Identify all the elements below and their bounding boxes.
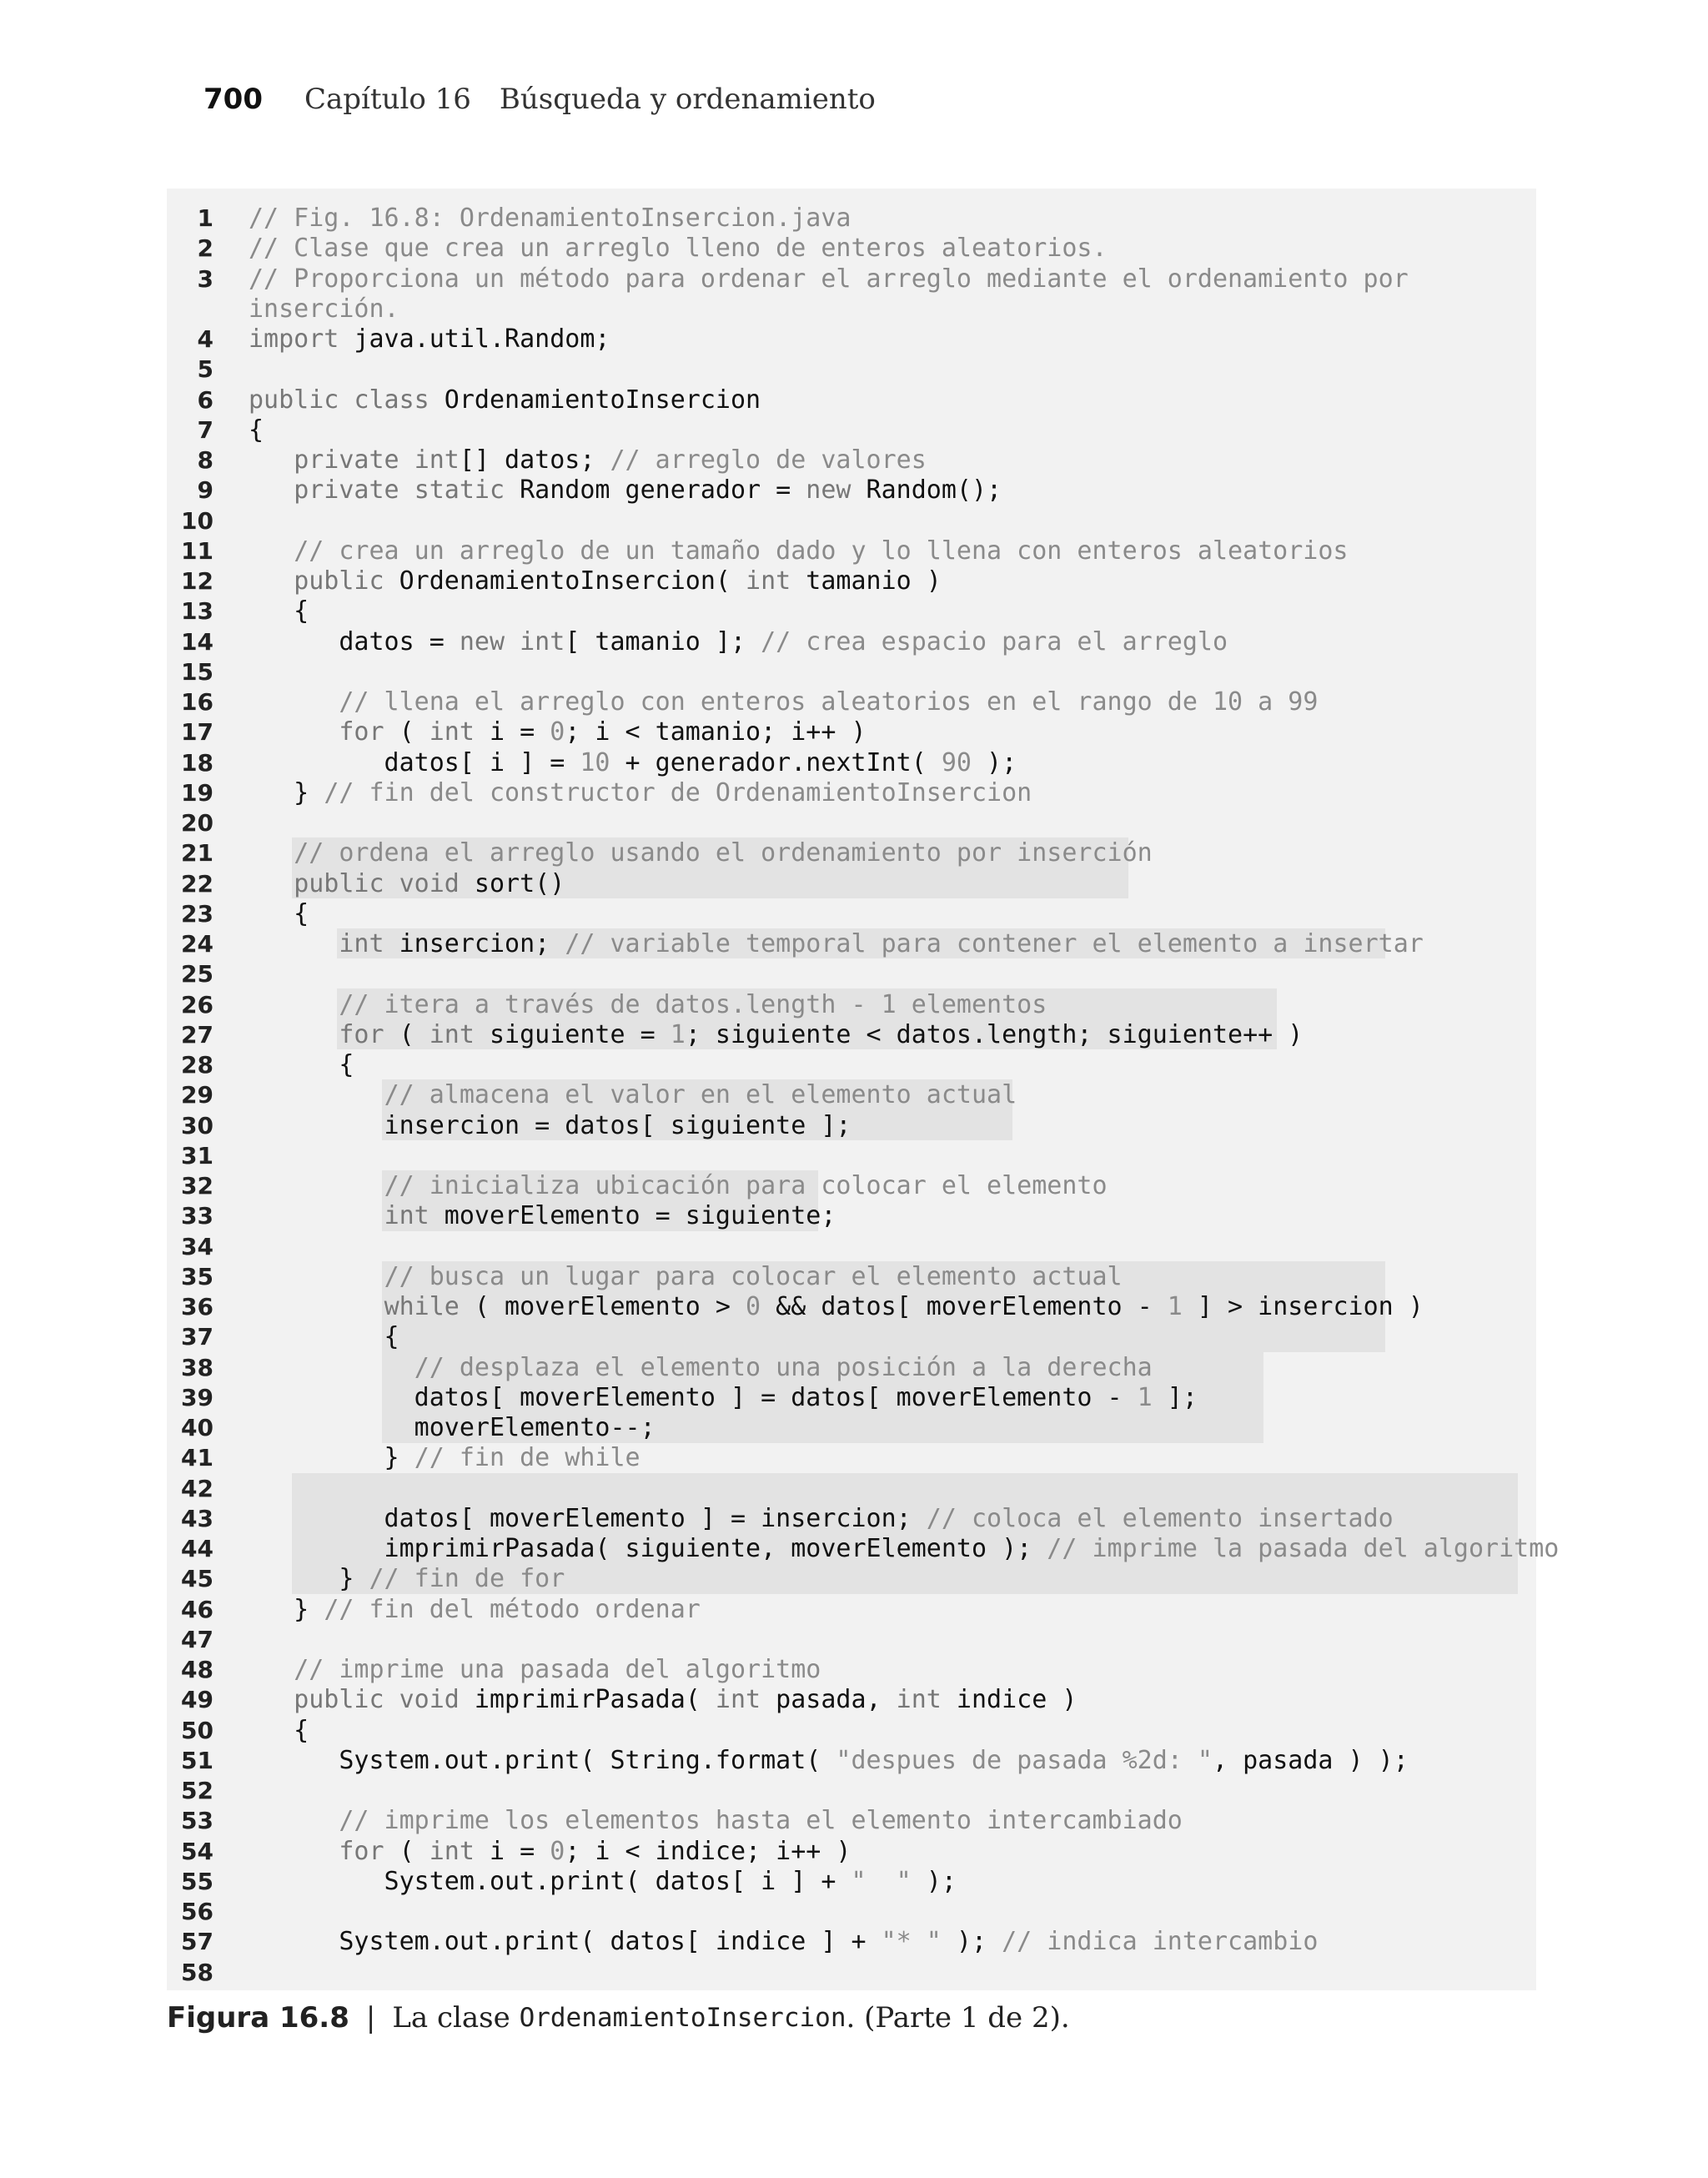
line-number: 54 [181,1837,214,1865]
line-number: 26 [181,990,214,1019]
line-number: 7 [197,415,214,444]
line-number: 33 [181,1202,214,1230]
figure-caption [167,1997,1070,2039]
code-text: public void sort() [294,868,565,898]
caption-class-name: OrdenamientoInsercion [519,2003,846,2033]
line-number: 38 [181,1353,214,1381]
code-text: // itera a través de datos.length - 1 elementos [339,989,1047,1019]
line-number: 30 [181,1111,214,1139]
line-number: 5 [197,355,214,384]
line-number: 53 [181,1807,214,1835]
page-header [203,77,876,122]
code-text: // almacena el valor en el elemento actual [384,1080,1017,1110]
line-number: 11 [181,536,214,565]
code-text: // llena el arreglo con enteros aleatorios en el rango de 10 a 99 [339,687,1319,717]
code-text: while ( moverElemento > 0 && datos[ moverElemento - 1 ] > insercion ) [384,1292,1424,1321]
figure-label: Figura 16.8 [167,2001,349,2035]
code-text: } // fin de for [249,1564,565,1594]
line-number: 9 [197,476,214,505]
code-text: { [249,1322,399,1352]
line-number: 17 [181,718,214,747]
line-number: 4 [197,325,214,353]
line-number: 14 [181,627,214,656]
code-text: public class OrdenamientoInsercion [249,385,761,415]
line-number: 20 [181,809,214,837]
line-number: 39 [181,1383,214,1411]
code-text: // Clase que crea un arreglo lleno de enteros aleatorios. [249,234,1108,264]
line-number: 57 [181,1928,214,1956]
line-number: 34 [181,1232,214,1260]
line-number: 24 [181,930,214,958]
line-number: 12 [181,567,214,595]
code-text: inserción. [249,294,399,324]
line-number: 25 [181,960,214,988]
code-text: import java.util.Random; [249,324,610,354]
code-text: int insercion; // variable temporal para contener el elemento a insertar [339,929,1424,958]
line-number: 47 [181,1625,214,1653]
line-number: 50 [181,1716,214,1744]
code-text: for ( int siguiente = 1; siguiente < datos.length; siguiente++ ) [339,1019,1304,1049]
line-number: 36 [181,1293,214,1320]
line-number: 29 [181,1081,214,1109]
code-text: datos[ moverElemento ] = datos[ moverElemento - 1 ]; [249,1382,1198,1412]
line-number: 49 [181,1686,214,1714]
code-text: public OrdenamientoInsercion( int tamanio ) [294,566,942,596]
code-text: // Proporciona un método para ordenar el arreglo mediante el ordenamiento por [249,264,1409,294]
code-text: { [249,898,309,928]
line-number: 23 [181,899,214,928]
line-number: 3 [197,264,214,293]
line-number: 10 [181,506,214,535]
code-text: datos[ i ] = 10 + generador.nextInt( 90 ); [249,747,1017,777]
code-text: datos = new int[ tamanio ]; // crea espacio para el arreglo [249,626,1228,656]
line-number: 1 [197,204,214,232]
code-text: private static Random generador = new Random(); [294,475,1002,506]
code-text: imprimirPasada( siguiente, moverElemento ); // imprime la pasada del algoritmo [249,1534,1560,1563]
code-text: // inicializa ubicación para colocar el elemento [384,1171,1108,1200]
line-number: 40 [181,1414,214,1441]
code-text: { [249,415,264,445]
section-title: Búsqueda y ordenamiento [499,83,876,116]
line-number: 45 [181,1565,214,1593]
code-text: // desplaza el elemento una posición a la derecha [414,1352,1153,1382]
line-number: 21 [181,839,214,868]
code-text: System.out.print( datos[ i ] + " " ); [249,1866,957,1896]
line-number: 44 [181,1535,214,1562]
code-text: int moverElemento = siguiente; [384,1201,836,1231]
code-text: } // fin del constructor de OrdenamientoInsercion [249,777,1032,807]
line-number: 55 [181,1867,214,1895]
line-number: 8 [197,446,214,474]
line-number: 31 [181,1141,214,1169]
code-text: // crea un arreglo de un tamaño dado y lo llena con enteros aleatorios [294,536,1349,566]
code-text: System.out.print( datos[ indice ] + "* " ); // indica intercambio [249,1927,1319,1957]
line-number: 6 [197,385,214,414]
line-number: 52 [181,1777,214,1804]
code-text: // busca un lugar para colocar el elemento actual [384,1261,1123,1291]
line-number: 2 [197,234,214,263]
line-number: 43 [181,1504,214,1532]
line-number: 56 [181,1898,214,1925]
line-number: 37 [181,1323,214,1351]
line-number: 16 [181,688,214,716]
line-number: 32 [181,1172,214,1200]
code-text: for ( int i = 0; i < tamanio; i++ ) [339,717,867,747]
chapter-title: Capítulo 16 [304,83,471,116]
code-text: datos[ moverElemento ] = insercion; // coloca el elemento insertado [249,1503,1394,1533]
code-text: for ( int i = 0; i < indice; i++ ) [339,1836,851,1866]
line-number: 19 [181,778,214,807]
code-text: } // fin del método ordenar [249,1594,701,1624]
page-number: 700 [203,83,263,116]
caption-separator: | [365,2001,376,2035]
code-text: insercion = datos[ siguiente ]; [249,1110,851,1140]
line-number: 51 [181,1746,214,1774]
code-text: { [249,596,309,626]
code-text: // Fig. 16.8: OrdenamientoInsercion.java [249,204,851,233]
line-number: 48 [181,1656,214,1683]
code-text: moverElemento--; [249,1413,656,1442]
code-text: { [249,1715,309,1745]
code-text: // ordena el arreglo usando el ordenamiento por inserción [294,838,1153,868]
code-text: // imprime una pasada del algoritmo [294,1655,821,1684]
code-text: { [249,1050,354,1079]
line-number: 15 [181,657,214,686]
caption-text-end: . (Parte 1 de 2). [846,2001,1070,2035]
line-number: 41 [181,1444,214,1472]
line-number: 13 [181,597,214,626]
line-number: 42 [181,1474,214,1502]
code-text: } // fin de while [249,1443,640,1473]
line-number: 22 [181,869,214,898]
code-text: private int[] datos; // arreglo de valores [294,445,927,475]
line-number: 27 [181,1020,214,1049]
line-number: 46 [181,1595,214,1623]
line-number: 35 [181,1262,214,1290]
caption-text: La clase [392,2001,520,2035]
code-text: System.out.print( String.format( "despues de pasada %2d: ", pasada ) ); [249,1745,1409,1775]
code-text: // imprime los elementos hasta el elemento intercambiado [339,1806,1183,1836]
line-number: 18 [181,748,214,777]
line-number: 28 [181,1051,214,1079]
code-text: public void imprimirPasada( int pasada, int indice ) [294,1685,1078,1715]
line-number: 58 [181,1958,214,1986]
